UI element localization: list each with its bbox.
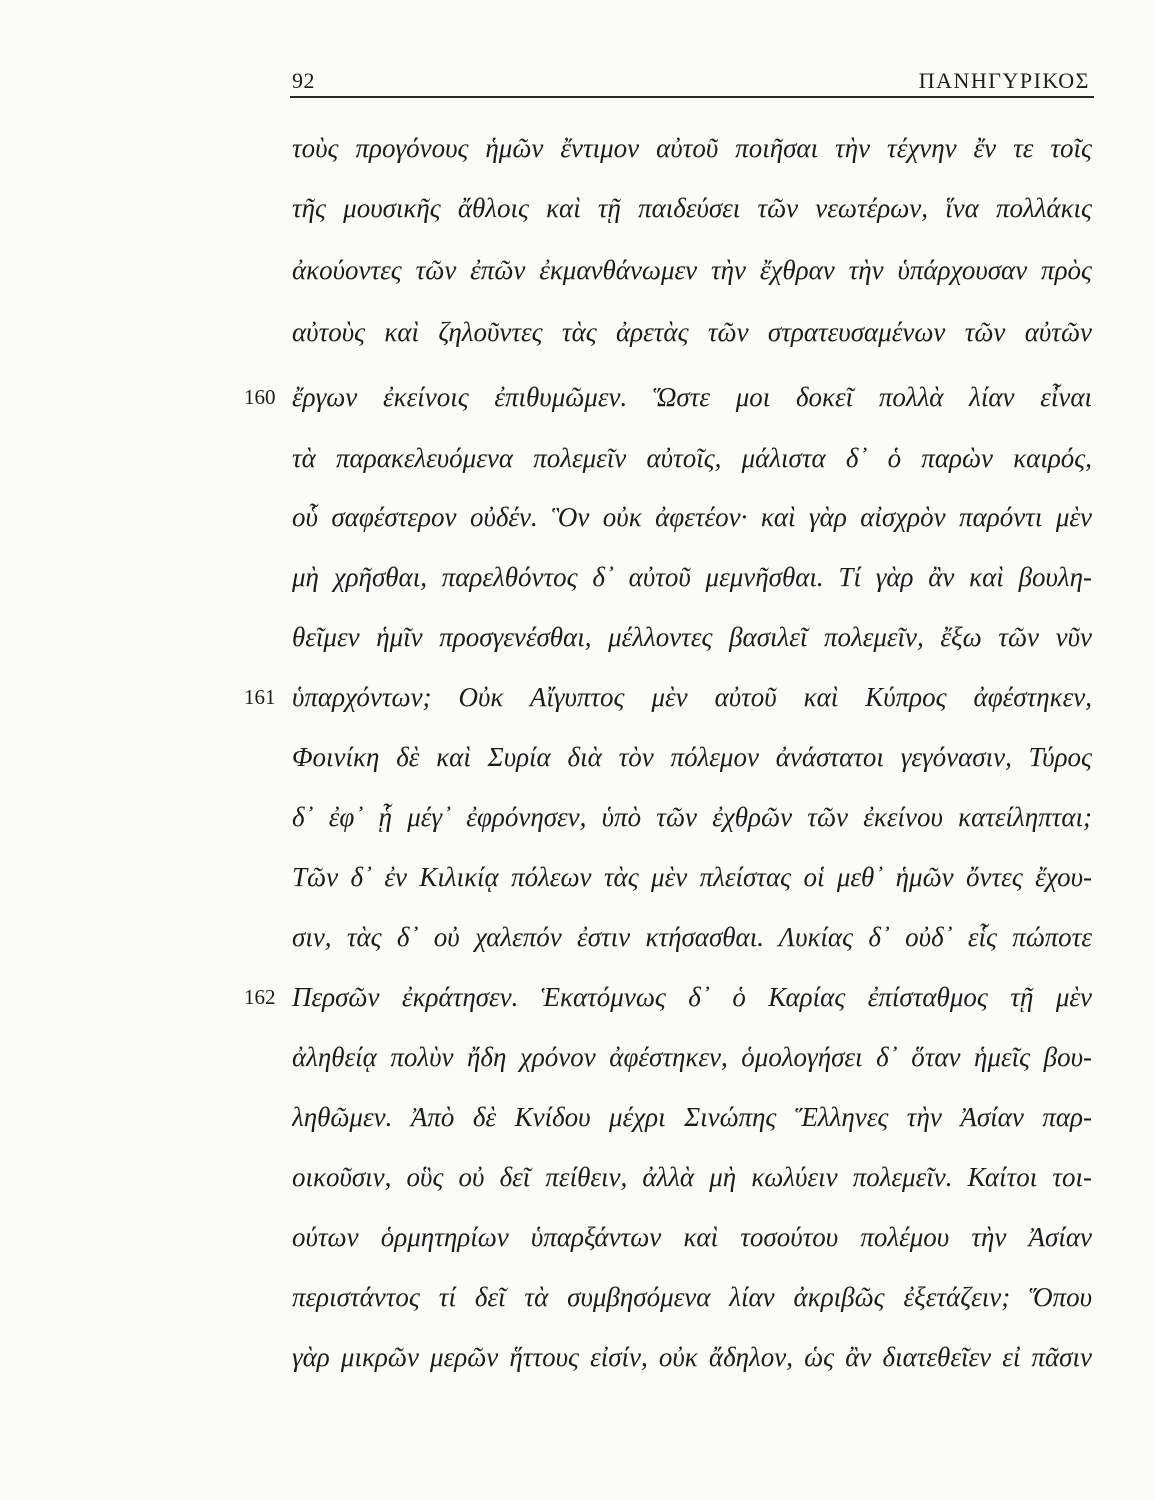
- page-number: 92: [292, 68, 315, 93]
- text-line: τῆς μουσικῆς ἄθλοις καὶ τῇ παιδεύσει τῶν νεωτέρων, ἵνα πολλάκις: [292, 193, 1092, 223]
- text-line: οὗ σαφέστερον οὐδέν. Ὃν οὐκ ἀφετέον· καὶ γὰρ αἰσχρὸν παρόντι μὲν: [292, 502, 1092, 532]
- text-line: σιν, τὰς δ᾽ οὐ χαλεπόν ἐστιν κτήσασθαι. Λυκίας δ᾽ οὐδ᾽ εἷς πώποτε: [292, 922, 1092, 952]
- text-line: περιστάντος τί δεῖ τὰ συμβησόμενα λίαν ἀκριβῶς ἐξετάζειν; Ὅπου: [292, 1282, 1092, 1312]
- text-line: ούτων ὁρμητηρίων ὑπαρξάντων καὶ τοσούτου πολέμου τὴν Ἀσίαν: [292, 1222, 1092, 1252]
- text-line: δ᾽ ἐφ᾽ ᾗ μέγ᾽ ἐφρόνησεν, ὑπὸ τῶν ἐχθρῶν τῶν ἐκείνου κατείληπται;: [292, 802, 1092, 832]
- section-number: 161: [244, 685, 276, 709]
- text-line: οικοῦσιν, οὓς οὐ δεῖ πείθειν, ἀλλὰ μὴ κωλύειν πολεμεῖν. Καίτοι τοι-: [292, 1162, 1092, 1192]
- section-number: 162: [244, 985, 276, 1009]
- text-line: ἀληθείᾳ πολὺν ἤδη χρόνον ἀφέστηκεν, ὁμολογήσει δ᾽ ὅταν ἡμεῖς βου-: [292, 1042, 1092, 1072]
- text-line: αὐτοὺς καὶ ζηλοῦντες τὰς ἀρετὰς τῶν στρατευσαμένων τῶν αὐτῶν: [292, 317, 1092, 347]
- text-line: Φοινίκη δὲ καὶ Συρία διὰ τὸν πόλεμον ἀνάστατοι γεγόνασιν, Τύρος: [292, 742, 1092, 772]
- text-line: θεῖμεν ἡμῖν προσγενέσθαι, μέλλοντες βασιλεῖ πολεμεῖν, ἔξω τῶν νῦν: [292, 622, 1092, 652]
- text-line: ὑπαρχόντων; Οὐκ Αἴγυπτος μὲν αὐτοῦ καὶ Κύπρος ἀφέστηκεν,: [292, 682, 1092, 712]
- running-head: ΠΑΝΗΓΥΡΙΚΟΣ: [918, 68, 1090, 93]
- text-line: ἔργων ἐκείνοις ἐπιθυμῶμεν. Ὥστε μοι δοκεῖ πολλὰ λίαν εἶναι: [292, 382, 1092, 412]
- text-line: μὴ χρῆσθαι, παρελθόντος δ᾽ αὐτοῦ μεμνῆσθαι. Τί γὰρ ἂν καὶ βουλη-: [292, 562, 1092, 592]
- text-line: Τῶν δ᾽ ἐν Κιλικίᾳ πόλεων τὰς μὲν πλείστας οἱ μεθ᾽ ἡμῶν ὄντες ἔχου-: [292, 862, 1092, 892]
- text-line: τὰ παρακελευόμενα πολεμεῖν αὐτοῖς, μάλιστα δ᾽ ὁ παρὼν καιρός,: [292, 443, 1092, 473]
- text-line: ἀκούοντες τῶν ἐπῶν ἐκμανθάνωμεν τὴν ἔχθραν τὴν ὑπάρχουσαν πρὸς: [292, 255, 1092, 285]
- text-line: Περσῶν ἐκράτησεν. Ἑκατόμνως δ᾽ ὁ Καρίας ἐπίσταθμος τῇ μὲν: [292, 982, 1092, 1012]
- text-line: ληθῶμεν. Ἀπὸ δὲ Κνίδου μέχρι Σινώπης Ἕλληνες τὴν Ἀσίαν παρ-: [292, 1102, 1092, 1132]
- header-rule: [290, 96, 1094, 98]
- text-line: τοὺς προγόνους ἡμῶν ἔντιμον αὐτοῦ ποιῆσαι τὴν τέχνην ἔν τε τοῖς: [292, 133, 1092, 163]
- text-line: γὰρ μικρῶν μερῶν ἥττους εἰσίν, οὐκ ἄδηλον, ὡς ἂν διατεθεῖεν εἰ πᾶσιν: [292, 1342, 1092, 1372]
- section-number: 160: [244, 385, 276, 409]
